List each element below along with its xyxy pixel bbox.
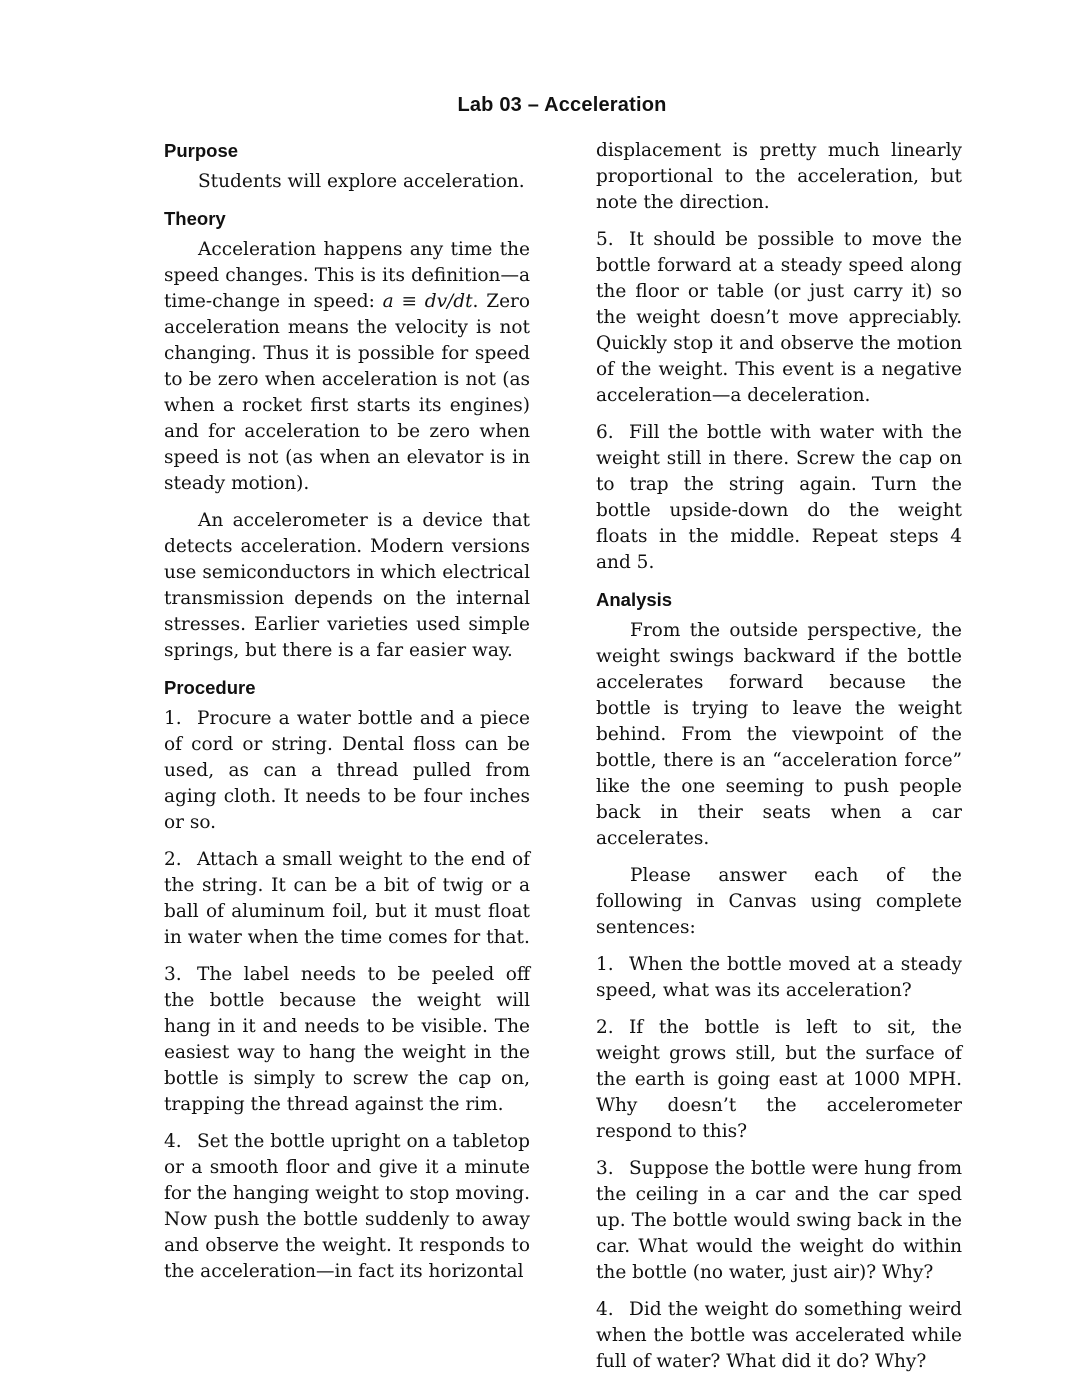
purpose-heading: Purpose — [164, 140, 239, 161]
left-column — [164, 138, 530, 1296]
analysis-heading: Analysis — [596, 589, 673, 610]
question-2: 2. If the bottle is left to sit, the weight grows still, but the surface of the earth is going east at 1000 MPH. Why doesn’t the accelerometer respond to this? — [596, 1017, 962, 1142]
theory-paragraph-2: An accelerometer is a device that detects acceleration. Modern versions use semiconductors in which electrical transmission depends on the internal stresses. Earlier varieties used simple springs, but there is a far easier way. — [164, 510, 530, 661]
question-4: 4. Did the weight do something weird when the bottle was accelerated while full of water? What did it do? Why? — [596, 1299, 962, 1372]
question-1: 1. When the bottle moved at a steady speed, what was its acceleration? — [596, 954, 962, 1001]
procedure-heading: Procedure — [164, 677, 256, 698]
purpose-text: Students will explore acceleration. — [198, 171, 525, 192]
question-3: 3. Suppose the bottle were hung from the ceiling in a car and the car sped up. The bottle would swing back in the car. What would the weight do within the bottle (no water, just air)? Why? — [596, 1158, 962, 1283]
theory-paragraph-1: Acceleration happens any time the speed changes. This is its definition—a time-change in speed: a ≡ dv/dt. Zero acceleration means the velocity is not changing. Thus it is possible for speed to be zero when acceleration is not (as when a rocket first starts its engines) and for acceleration to be zero when speed is not (as when an elevator is in steady motion). — [164, 239, 531, 494]
procedure-step-2: 2. Attach a small weight to the end of the string. It can be a bit of twig or a ball of aluminum foil, but it must float in water when the time comes for that. — [164, 849, 530, 948]
procedure-step-3: 3. The label needs to be peeled off the bottle because the weight will hang in it and needs to be visible. The easiest way to hang the weight in the bottle is simply to screw the cap on, trapping the thread against the rim. — [164, 964, 530, 1115]
analysis-paragraph-2: Please answer each of the following in Canvas using complete sentences: — [596, 865, 962, 938]
procedure-step-4: 4. Set the bottle upright on a tabletop or a smooth floor and give it a minute for the hanging weight to stop moving. Now push the bottle suddenly to away and observe the weight. It responds to the acceleration—in fact its horizontal — [164, 1131, 530, 1282]
procedure-step-1: 1. Procure a water bottle and a piece of cord or string. Dental floss can be used, as can a thread pulled from aging cloth. It needs to be four inches or so. — [164, 708, 530, 833]
theory-heading: Theory — [164, 208, 226, 229]
analysis-paragraph-1: From the outside perspective, the weight swings backward if the bottle accelerates forward because the bottle is trying to leave the weight behind. From the viewpoint of the bottle, there is an “acceleration force” like the one seeming to push people back in their seats when a car accelerates. — [596, 620, 962, 849]
procedure-step-6: 6. Fill the bottle with water with the weight still in there. Screw the cap on to trap the string again. Turn the bottle upside-down do the weight floats in the middle. Repeat steps 4 and 5. — [596, 422, 962, 573]
document-title: Lab 03 – Acceleration — [457, 94, 667, 116]
right-column — [596, 138, 962, 1386]
definition-formula: a ≡ dv/dt — [382, 291, 473, 312]
procedure-step-5: 5. It should be possible to move the bottle forward at a steady speed along the floor or table (or just carry it) so the weight doesn’t move appreciably. Quickly stop it and observe the motion of the weight. This event is a negative acceleration—a deceleration. — [596, 229, 962, 406]
procedure-step-4-continued: displacement is pretty much linearly proportional to the acceleration, but note the direction. — [596, 140, 962, 213]
